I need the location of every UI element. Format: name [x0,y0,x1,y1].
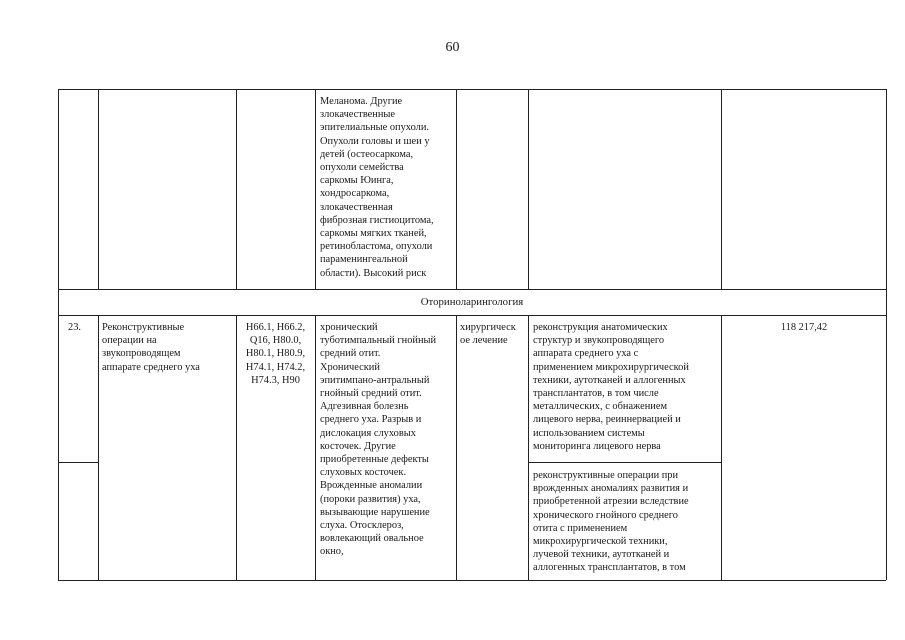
column-border [456,315,457,580]
column-border [886,315,887,580]
cost-value: 118 217,42 [780,322,828,333]
row-inner-border [58,462,98,463]
column-border [528,89,529,289]
section-bottom-border [58,315,886,316]
column-border [721,315,722,580]
column-border [456,89,457,289]
treatment-method-1: реконструкция анатомических структур и звукопроводящего аппарата среднего уха с применением микрохирургической техники, аутотканей и аллогенных трансплантатов, в том числе металлических, с обнажением лицевого нерва, реиннервацией и использованием системы мониторинга лицевого нерва [533,322,689,452]
column-border [315,315,316,580]
column-border [98,315,99,580]
column-border [886,89,887,289]
column-border [58,89,59,289]
section-title: Оториноларингология [420,296,524,308]
disease-cell-continued: Меланома. Другие злокачественные эпителиальные опухоли. Опухоли головы и шеи у детей (остеосаркома, опухоли семейства саркомы Юинга, хондросаркома, злокачественная фиброзная гистиоцитома, саркомы мягких тканей, ретинобластома, опухоли параменингеальной области). Высокий риск [320,96,434,279]
section-top-border [58,289,886,290]
row-inner-border [528,462,721,463]
column-border [721,89,722,289]
table-border-top [58,89,886,90]
treatment-method-2: реконструктивные операции при врожденных аномалиях развития и приобретенной атрезии вследствие хронического гнойного среднего отита с применением микрохирургической техники, лучевой техники, аутотканей и аллогенных трансплантатов, в том [533,470,689,574]
column-border [528,315,529,580]
column-border [236,89,237,289]
column-border [58,315,59,580]
column-border [315,89,316,289]
column-border [98,89,99,289]
table-border-bottom [58,580,886,581]
disease-description: хронический туботимпальный гнойный средний отит. Хронический эпитимпано-антральный гнойный средний отит. Адгезивная болезнь среднего уха. Разрыв и дислокация слуховых косточек. Другие приобретенные дефекты слуховых косточек. Врожденные аномалии (пороки развития) уха, вызывающие нарушение слуха. Отосклероз, вовлекающий овальное окно, [320,322,437,558]
procedure-name: Реконструктивные операции на звукопроводящем аппарате среднего уха [102,322,200,373]
column-border [886,289,887,315]
row-number: 23. [68,322,81,333]
icd-codes: H66.1, H66.2, Q16, H80.0, H80.1, H80.9, H74.1, H74.2, H74.3, H90 [245,322,306,386]
page-number: 60 [445,40,460,55]
treatment-type: хирургическ ое лечение [460,322,516,347]
